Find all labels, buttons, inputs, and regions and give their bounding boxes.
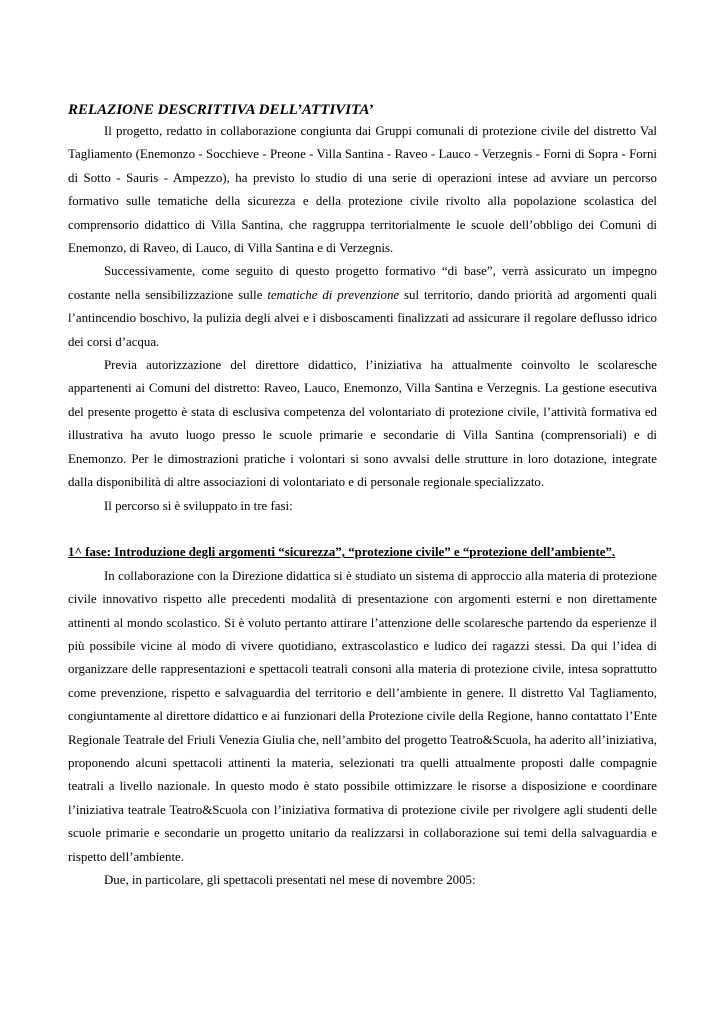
paragraph-prevention-italic: tematiche di prevenzione xyxy=(267,287,400,302)
paragraph-prevention xyxy=(68,260,657,354)
paragraph-project-intro: Il progetto, redatto in collaborazione congiunta dai Gruppi comunali di protezione civile del distretto Val Tagliamento (Enemonzo - Socchieve - Preone - Villa Santina - Raveo - Lauco - Verzegnis - Forni di Sopra - Forni di Sotto - Sauris - Ampezzo), ha previsto lo studio di una serie di operazioni intese ad avviare un percorso formativo sulle tematiche della sicurezza e della protezione civile rivolto alla popolazione scolastica del comprensorio didattico di Villa Santina, che raggruppa territorialmente le scuole dell’obbligo dei Comuni di Enemonzo, di Raveo, di Lauco, di Villa Santina e di Verzegnis. xyxy=(68,124,657,256)
document-title: RELAZIONE DESCRITTIVA DELL’ATTIVITA’ xyxy=(68,102,374,118)
paragraph-shows: Due, in particolare, gli spettacoli presentati nel mese di novembre 2005: xyxy=(104,872,476,887)
paragraph-phase-1: In collaborazione con la Direzione didattica si è studiato un sistema di approccio alla materia di protezione civile innovativo rispetto alle precedenti modalità di presentazione con argomenti esterni e non direttamente attinenti al mondo scolastico. Si è voluto pertanto attirare l’attenzione delle scolaresche partendo da esperienze il più possibile vicine al modo di vivere quotidiano, extrascolastico e ludico dei ragazzi stessi. Da qui l’idea di organizzare delle rappresentazioni e spettacoli teatrali consoni alla materia di protezione civile, intesa soprattutto come prevenzione, rispetto e salvaguardia del territorio e dell’ambiente in genere. Il distretto Val Tagliamento, congiuntamente al direttore didattico e ai funzionari della Protezione civile della Regione, hanno contattato l’Ente Regionale Teatrale del Friuli Venezia Giulia che, nell’ambito del progetto Teatro&Scuola, ha aderito all’iniziativa, proponendo alcuni spettacoli attinenti la materia, selezionati tra quelli attualmente proposti dalle compagnie teatrali a livello nazionale. In questo modo è stato possibile ottimizzare le risorse a disposizione e coordinare l’iniziativa teatrale Teatro&Scuola con l’iniziativa formativa di protezione civile per rivolgere agli studenti delle scuole primarie e secondarie un progetto unitario da realizzarsi in collaborazione sui temi della salvaguardia e rispetto dell’ambiente. xyxy=(68,568,657,864)
document-page xyxy=(68,100,657,892)
phase-1-heading: 1^ fase: Introduzione degli argomenti “sicurezza”, “protezione civile” e “protezione dell’ambiente”. xyxy=(68,545,616,560)
spacer xyxy=(68,518,657,541)
paragraph-authorization: Previa autorizzazione del direttore didattico, l’iniziativa ha attualmente coinvolto le scolaresche appartenenti ai Comuni del distretto: Raveo, Lauco, Enemonzo, Villa Santina e Verzegnis. La gestione esecutiva del presente progetto è stata di esclusiva competenza del volontariato di protezione civile, l’attività formativa ed illustrativa ha avuto luogo presso le scuole primarie e secondarie di Villa Santina (comprensoriali) e di Enemonzo. Per le dimostrazioni pratiche i volontari si sono avvalsi delle strutture in loro dotazione, integrate dalla disponibilità di altre associazioni di volontariato e di personale regionale specializzato. xyxy=(68,358,657,490)
paragraph-prevention-start: Successivamente, come seguito di questo progetto formativo “di base”, verrà assicurato un impegno costante nella sensibilizzazione sulle xyxy=(68,264,657,302)
paragraph-prevention-end: sul territorio, dando priorità ad argomenti quali l’antincendio boschivo, la pulizia degli alvei e i disboscamenti finalizzati ad assicurare il regolare deflusso idrico dei corsi d’acqua. xyxy=(68,287,657,349)
paragraph-phases-intro: Il percorso si è sviluppato in tre fasi: xyxy=(104,498,293,513)
